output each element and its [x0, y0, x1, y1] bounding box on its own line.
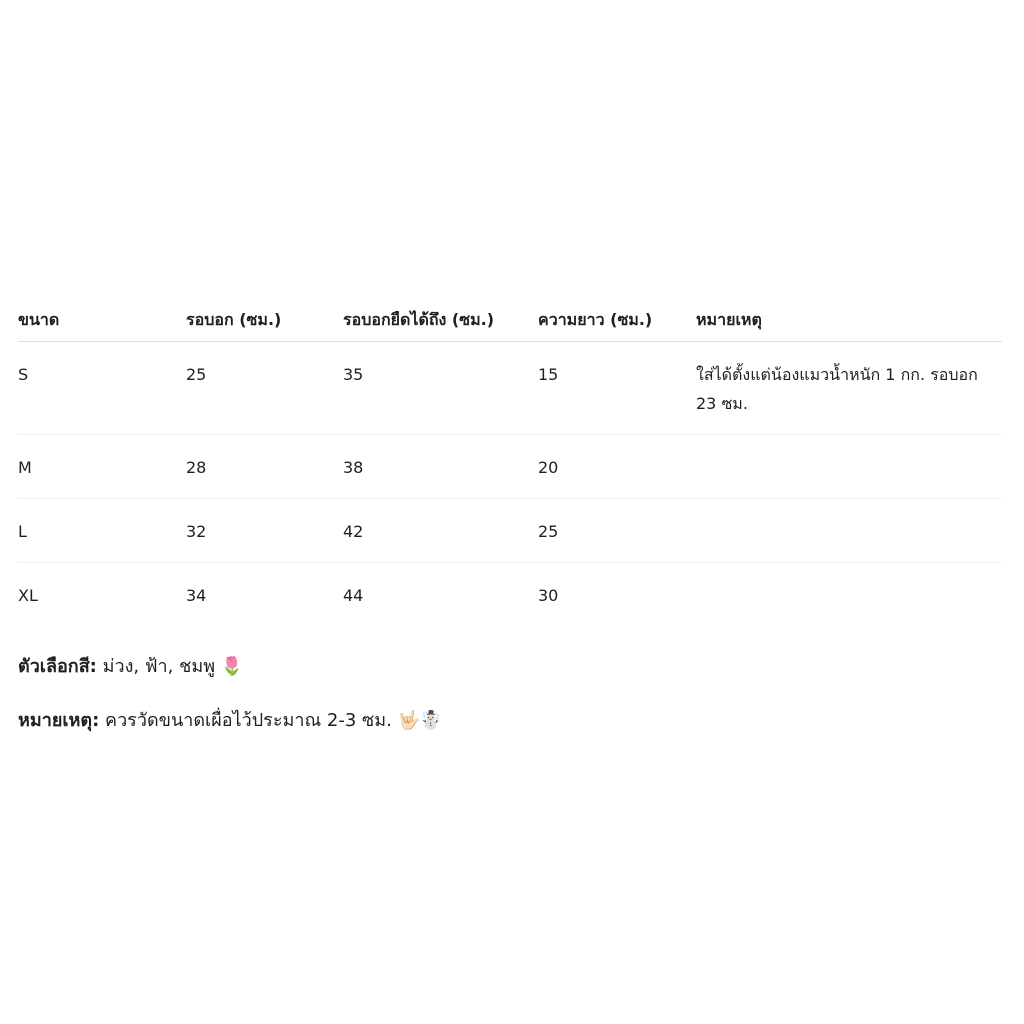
size-table [18, 298, 1002, 626]
cell-stretch: 42 [343, 499, 538, 563]
cell-chest: 25 [186, 342, 343, 435]
header-size: ขนาด [18, 298, 186, 342]
color-options [18, 654, 1002, 680]
cell-size: XL [18, 586, 38, 605]
cell-length: 15 [538, 342, 696, 435]
remark-value: ควรวัดขนาดเผื่อไว้ประมาณ 2-3 ซม. 🤟🏻☃️ [105, 710, 443, 731]
header-chest: รอบอก (ซม.) [186, 298, 343, 342]
table-row [18, 499, 1002, 563]
color-options-value: ม่วง, ฟ้า, ชมพู 🌷 [102, 656, 244, 677]
cell-stretch: 44 [343, 586, 364, 605]
table-row [18, 435, 1002, 499]
cell-length: 25 [538, 499, 696, 563]
cell-chest: 34 [186, 586, 207, 605]
color-options-label: ตัวเลือกสี: [18, 656, 97, 677]
cell-chest: 32 [186, 499, 343, 563]
cell-note [696, 563, 1002, 627]
table-row [18, 342, 1002, 435]
size-chart-content [18, 298, 1002, 734]
cell-stretch: 35 [343, 342, 538, 435]
table-row [18, 563, 1002, 627]
table-header-row [18, 298, 1002, 342]
header-chest-stretch: รอบอกยืดได้ถึง (ซม.) [343, 298, 538, 342]
remark [18, 708, 1002, 734]
remark-label: หมายเหตุ: [18, 710, 100, 731]
cell-stretch: 38 [343, 435, 538, 499]
cell-chest: 28 [186, 435, 343, 499]
cell-length: 30 [538, 586, 559, 605]
cell-length: 20 [538, 435, 696, 499]
cell-note [696, 435, 1002, 499]
cell-note [696, 499, 1002, 563]
header-length: ความยาว (ซม.) [538, 298, 696, 342]
header-note: หมายเหตุ [696, 298, 1002, 342]
cell-size: L [18, 499, 186, 563]
cell-size: M [18, 435, 186, 499]
cell-size: S [18, 342, 186, 435]
cell-note: ใส่ได้ตั้งแต่น้องแมวน้ำหนัก 1 กก. รอบอก 23 ซม. [696, 342, 1002, 435]
